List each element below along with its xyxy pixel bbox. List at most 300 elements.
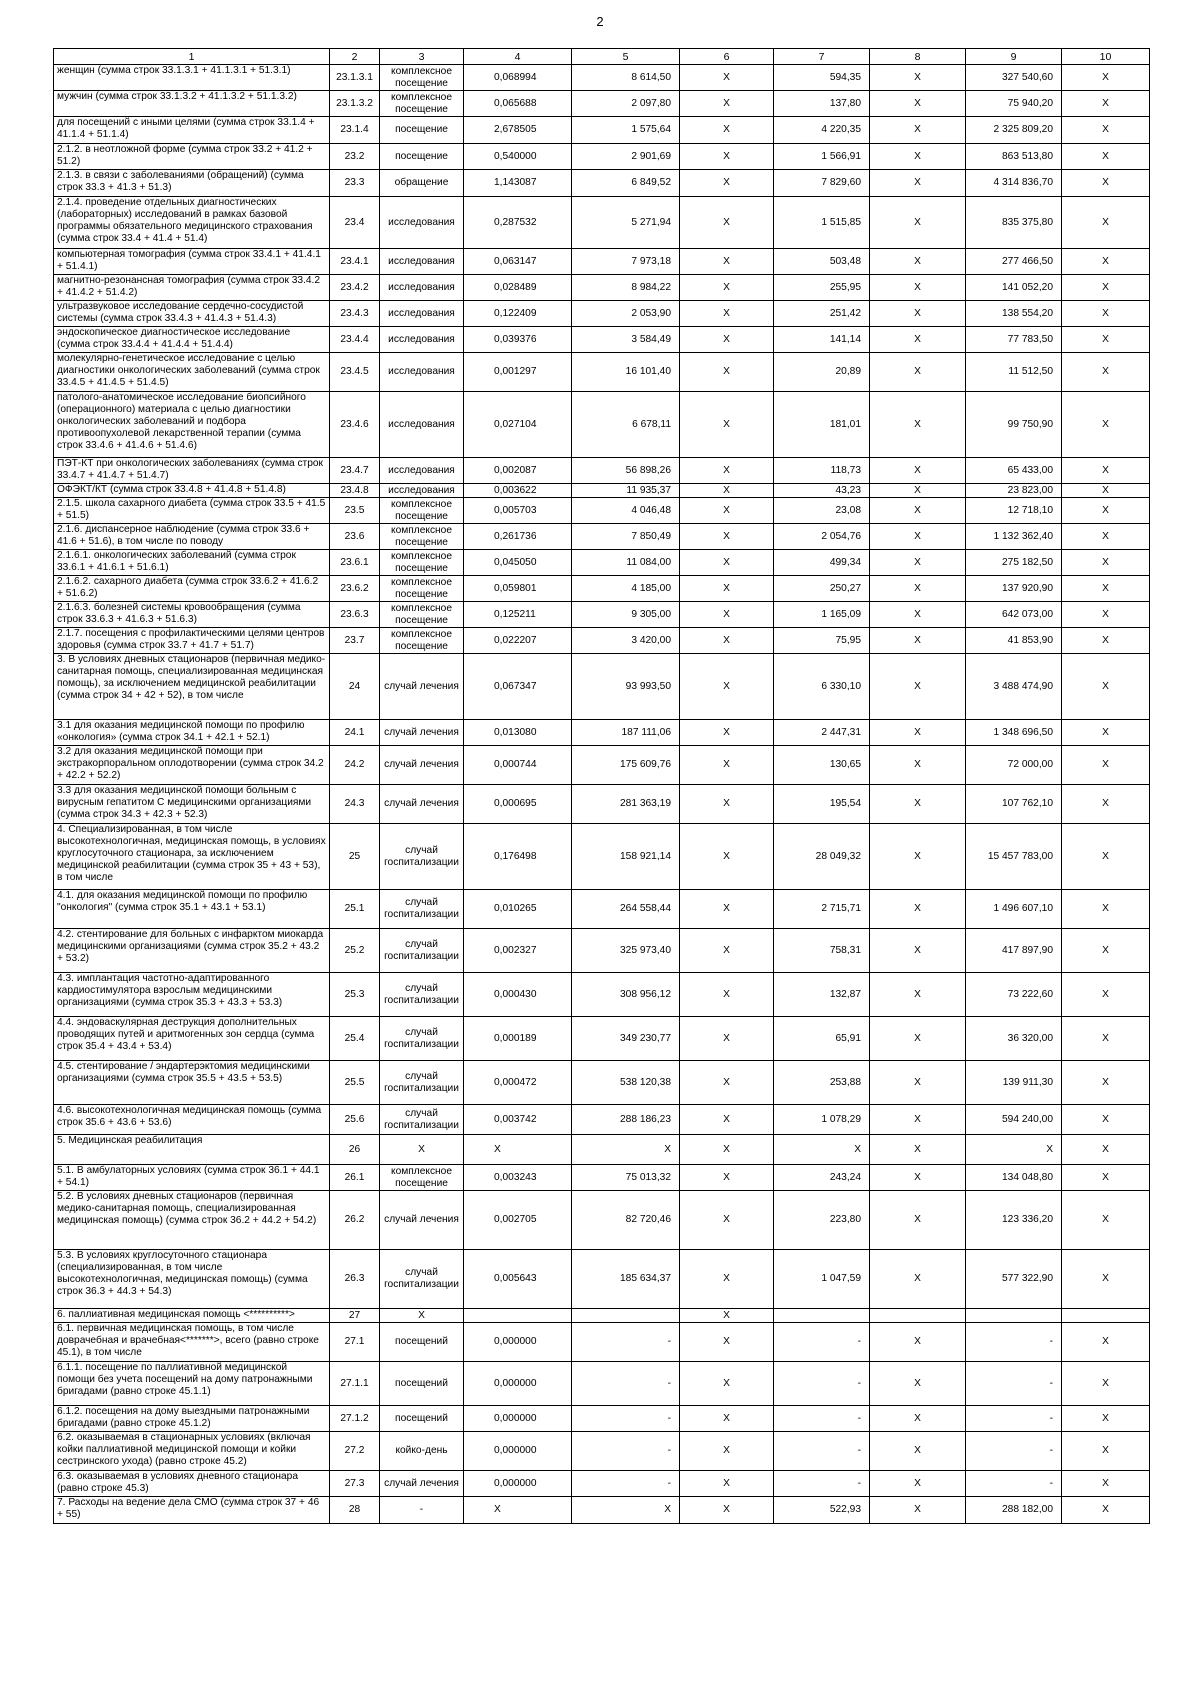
row-value-col5: - bbox=[572, 1406, 680, 1432]
row-unit: случай госпитализации bbox=[380, 890, 464, 929]
row-value-col6: X bbox=[680, 824, 774, 890]
table-row bbox=[54, 929, 1150, 973]
row-code: 24.3 bbox=[330, 785, 380, 824]
row-value-col10: X bbox=[1062, 392, 1150, 458]
row-value-col9: 107 762,10 bbox=[966, 785, 1062, 824]
row-code: 25.3 bbox=[330, 973, 380, 1017]
row-value-col4: 0,068994 bbox=[464, 65, 572, 91]
row-unit: комплексное посещение bbox=[380, 1165, 464, 1191]
row-value-col4: 0,000000 bbox=[464, 1471, 572, 1497]
row-unit: комплексное посещение bbox=[380, 576, 464, 602]
row-value-col5: 5 271,94 bbox=[572, 197, 680, 249]
row-value-col10: X bbox=[1062, 65, 1150, 91]
row-value-col10: X bbox=[1062, 197, 1150, 249]
table-row bbox=[54, 249, 1150, 275]
row-value-col4: 0,000000 bbox=[464, 1362, 572, 1406]
row-unit: исследования bbox=[380, 327, 464, 353]
row-unit: случай госпитализации bbox=[380, 1105, 464, 1135]
row-description: 2.1.7. посещения с профилактическими целями центров здоровья (сумма строк 33.7 + 41.7 + 51.7) bbox=[54, 628, 330, 654]
table-row bbox=[54, 1135, 1150, 1165]
row-value-col10: X bbox=[1062, 720, 1150, 746]
row-value-col6: X bbox=[680, 1165, 774, 1191]
row-value-col9: 3 488 474,90 bbox=[966, 654, 1062, 720]
row-value-col10: X bbox=[1062, 929, 1150, 973]
row-value-col6: X bbox=[680, 170, 774, 197]
row-value-col8: X bbox=[870, 91, 966, 117]
row-value-col5: 325 973,40 bbox=[572, 929, 680, 973]
row-value-col7: 1 047,59 bbox=[774, 1250, 870, 1309]
row-code: 27.3 bbox=[330, 1471, 380, 1497]
row-description: 2.1.6. диспансерное наблюдение (сумма строк 33.6 + 41.6 + 51.6), в том числе по поводу bbox=[54, 524, 330, 550]
row-value-col5: 349 230,77 bbox=[572, 1017, 680, 1061]
row-code: 24.2 bbox=[330, 746, 380, 785]
table-row bbox=[54, 524, 1150, 550]
row-code: 27.1 bbox=[330, 1323, 380, 1362]
row-value-col5: 75 013,32 bbox=[572, 1165, 680, 1191]
row-value-col5: 2 901,69 bbox=[572, 144, 680, 170]
row-value-col9: 75 940,20 bbox=[966, 91, 1062, 117]
row-value-col10: X bbox=[1062, 249, 1150, 275]
row-value-col7: 503,48 bbox=[774, 249, 870, 275]
row-unit: комплексное посещение bbox=[380, 65, 464, 91]
row-value-col7: 65,91 bbox=[774, 1017, 870, 1061]
row-value-col8: X bbox=[870, 1406, 966, 1432]
table-row bbox=[54, 144, 1150, 170]
row-value-col8: X bbox=[870, 117, 966, 144]
row-value-col5: 1 575,64 bbox=[572, 117, 680, 144]
row-value-col6: X bbox=[680, 117, 774, 144]
row-value-col6: X bbox=[680, 1406, 774, 1432]
row-value-col10: X bbox=[1062, 1061, 1150, 1105]
row-unit: посещение bbox=[380, 144, 464, 170]
row-value-col7: 594,35 bbox=[774, 65, 870, 91]
row-unit: - bbox=[380, 1497, 464, 1524]
row-description: 6.2. оказываемая в стационарных условиях (включая койки паллиативной медицинской помощи и койки сестринского ухода) (равно строке 45.2) bbox=[54, 1432, 330, 1471]
row-unit: посещение bbox=[380, 117, 464, 144]
row-value-col7: 118,73 bbox=[774, 458, 870, 484]
row-value-col5: 187 111,06 bbox=[572, 720, 680, 746]
row-description: 4.5. стентирование / эндартерэктомия медицинскими организациями (сумма строк 35.5 + 43.5 + 53.5) bbox=[54, 1061, 330, 1105]
row-code: 23.5 bbox=[330, 498, 380, 524]
row-value-col5: X bbox=[572, 1497, 680, 1524]
row-value-col9: - bbox=[966, 1323, 1062, 1362]
row-value-col7: - bbox=[774, 1406, 870, 1432]
row-unit: исследования bbox=[380, 275, 464, 301]
row-value-col4: 0,000189 bbox=[464, 1017, 572, 1061]
table-row bbox=[54, 458, 1150, 484]
row-value-col9: 15 457 783,00 bbox=[966, 824, 1062, 890]
row-value-col9: 141 052,20 bbox=[966, 275, 1062, 301]
row-value-col7: 195,54 bbox=[774, 785, 870, 824]
table-row bbox=[54, 550, 1150, 576]
row-unit: комплексное посещение bbox=[380, 550, 464, 576]
table-row bbox=[54, 91, 1150, 117]
table-row bbox=[54, 484, 1150, 498]
row-value-col10: X bbox=[1062, 524, 1150, 550]
row-description: 3.1 для оказания медицинской помощи по профилю «онкология» (сумма строк 34.1 + 42.1 + 52.1) bbox=[54, 720, 330, 746]
row-value-col10: X bbox=[1062, 1250, 1150, 1309]
row-value-col7: 2 715,71 bbox=[774, 890, 870, 929]
row-value-col9: 1 496 607,10 bbox=[966, 890, 1062, 929]
row-value-col6: X bbox=[680, 144, 774, 170]
row-value-col5: 8 984,22 bbox=[572, 275, 680, 301]
table-row bbox=[54, 170, 1150, 197]
row-value-col8: X bbox=[870, 1061, 966, 1105]
row-value-col8: X bbox=[870, 1362, 966, 1406]
row-description: молекулярно-генетическое исследование с целью диагностики онкологических заболеваний (сумма строк 33.4.5 + 41.4.5 + 51.4.5) bbox=[54, 353, 330, 392]
row-code: 26.2 bbox=[330, 1191, 380, 1250]
row-value-col10 bbox=[1062, 1309, 1150, 1323]
row-value-col5: - bbox=[572, 1362, 680, 1406]
row-value-col4: 0,010265 bbox=[464, 890, 572, 929]
row-value-col7: 1 566,91 bbox=[774, 144, 870, 170]
row-value-col7: 1 165,09 bbox=[774, 602, 870, 628]
row-code: 23.6.3 bbox=[330, 602, 380, 628]
row-value-col5: 56 898,26 bbox=[572, 458, 680, 484]
row-value-col7: 43,23 bbox=[774, 484, 870, 498]
row-description: компьютерная томография (сумма строк 33.4.1 + 41.4.1 + 51.4.1) bbox=[54, 249, 330, 275]
row-value-col5: - bbox=[572, 1323, 680, 1362]
row-value-col9: 327 540,60 bbox=[966, 65, 1062, 91]
row-value-col5: - bbox=[572, 1432, 680, 1471]
row-code: 23.4 bbox=[330, 197, 380, 249]
row-value-col5: 7 973,18 bbox=[572, 249, 680, 275]
row-code: 25.4 bbox=[330, 1017, 380, 1061]
row-value-col6: X bbox=[680, 301, 774, 327]
row-value-col7: 132,87 bbox=[774, 973, 870, 1017]
row-value-col5: 82 720,46 bbox=[572, 1191, 680, 1250]
row-description: 6.1.2. посещения на дому выездными патронажными бригадами (равно строке 45.1.2) bbox=[54, 1406, 330, 1432]
table-row bbox=[54, 1165, 1150, 1191]
row-value-col4: 0,022207 bbox=[464, 628, 572, 654]
row-value-col7: - bbox=[774, 1432, 870, 1471]
row-value-col10: X bbox=[1062, 550, 1150, 576]
table-row bbox=[54, 327, 1150, 353]
row-code: 23.4.2 bbox=[330, 275, 380, 301]
table-row bbox=[54, 746, 1150, 785]
row-unit: случай госпитализации bbox=[380, 929, 464, 973]
column-header: 4 bbox=[464, 49, 572, 65]
row-description: 4.3. имплантация частотно-адаптированного кардиостимулятора взрослым медицинскими организациями (сумма строк 35.3 + 43.3 + 53.3) bbox=[54, 973, 330, 1017]
row-description: 3. В условиях дневных стационаров (первичная медико-санитарная помощь, специализированная медицинская помощь), за исключением медицинской реабилитации (сумма строк 34 + 42 + 52), в том числе bbox=[54, 654, 330, 720]
row-code: 23.4.3 bbox=[330, 301, 380, 327]
row-value-col6: X bbox=[680, 973, 774, 1017]
row-value-col6: X bbox=[680, 91, 774, 117]
row-unit: случай лечения bbox=[380, 746, 464, 785]
row-description: 2.1.3. в связи с заболеваниями (обращений) (сумма строк 33.3 + 41.3 + 51.3) bbox=[54, 170, 330, 197]
row-value-col10: X bbox=[1062, 170, 1150, 197]
row-value-col4: 0,122409 bbox=[464, 301, 572, 327]
row-value-col4: 0,176498 bbox=[464, 824, 572, 890]
row-description: патолого-анатомическое исследование биопсийного (операционного) материала с целью диагностики онкологических заболеваний и подбора противоопухолевой лекарственной терапии (сумма строк 33.4.6 + 41.4.6 + 51.4.6) bbox=[54, 392, 330, 458]
row-value-col7: 23,08 bbox=[774, 498, 870, 524]
row-value-col8: X bbox=[870, 973, 966, 1017]
row-value-col6: X bbox=[680, 1432, 774, 1471]
row-value-col10: X bbox=[1062, 1017, 1150, 1061]
row-unit: обращение bbox=[380, 170, 464, 197]
row-value-col8: X bbox=[870, 746, 966, 785]
row-value-col8: X bbox=[870, 65, 966, 91]
row-description: ПЭТ-КТ при онкологических заболеваниях (сумма строк 33.4.7 + 41.4.7 + 51.4.7) bbox=[54, 458, 330, 484]
table-row bbox=[54, 1471, 1150, 1497]
row-value-col9: 4 314 836,70 bbox=[966, 170, 1062, 197]
row-value-col4: 0,540000 bbox=[464, 144, 572, 170]
row-value-col6: X bbox=[680, 654, 774, 720]
row-code: 27.1.1 bbox=[330, 1362, 380, 1406]
column-header: 2 bbox=[330, 49, 380, 65]
row-value-col8: X bbox=[870, 1017, 966, 1061]
row-value-col10: X bbox=[1062, 628, 1150, 654]
row-value-col9: 73 222,60 bbox=[966, 973, 1062, 1017]
row-value-col6: X bbox=[680, 1017, 774, 1061]
row-value-col5: 288 186,23 bbox=[572, 1105, 680, 1135]
row-value-col4: 0,028489 bbox=[464, 275, 572, 301]
row-value-col5: X bbox=[572, 1135, 680, 1165]
row-value-col6: X bbox=[680, 327, 774, 353]
row-description: мужчин (сумма строк 33.1.3.2 + 41.1.3.2 + 51.1.3.2) bbox=[54, 91, 330, 117]
row-value-col9: 863 513,80 bbox=[966, 144, 1062, 170]
row-value-col8: X bbox=[870, 654, 966, 720]
column-header: 3 bbox=[380, 49, 464, 65]
row-value-col6: X bbox=[680, 1105, 774, 1135]
row-value-col6: X bbox=[680, 1497, 774, 1524]
row-value-col9 bbox=[966, 1309, 1062, 1323]
table-row bbox=[54, 1105, 1150, 1135]
row-value-col8: X bbox=[870, 1323, 966, 1362]
row-value-col8: X bbox=[870, 785, 966, 824]
row-description: 4. Специализированная, в том числе высокотехнологичная, медицинская помощь, в условиях круглосуточного стационара, за исключением медицинской реабилитации (сумма строк 35 + 43 + 53), в том числе bbox=[54, 824, 330, 890]
row-value-col9: 134 048,80 bbox=[966, 1165, 1062, 1191]
row-value-col10: X bbox=[1062, 498, 1150, 524]
row-description: 6.3. оказываемая в условиях дневного стационара (равно строке 45.3) bbox=[54, 1471, 330, 1497]
row-value-col6: X bbox=[680, 1309, 774, 1323]
row-code: 25.1 bbox=[330, 890, 380, 929]
row-value-col6: X bbox=[680, 65, 774, 91]
row-code: 27.1.2 bbox=[330, 1406, 380, 1432]
row-value-col6: X bbox=[680, 275, 774, 301]
row-value-col6: X bbox=[680, 353, 774, 392]
row-unit: исследования bbox=[380, 301, 464, 327]
row-value-col5: 281 363,19 bbox=[572, 785, 680, 824]
row-description: 4.1. для оказания медицинской помощи по профилю "онкология" (сумма строк 35.1 + 43.1 + 53.1) bbox=[54, 890, 330, 929]
row-value-col8: X bbox=[870, 524, 966, 550]
table-row bbox=[54, 1191, 1150, 1250]
row-code: 26 bbox=[330, 1135, 380, 1165]
row-value-col10: X bbox=[1062, 327, 1150, 353]
row-value-col6: X bbox=[680, 197, 774, 249]
table-row bbox=[54, 1309, 1150, 1323]
row-value-col9: 77 783,50 bbox=[966, 327, 1062, 353]
row-value-col7: 181,01 bbox=[774, 392, 870, 458]
row-value-col10: X bbox=[1062, 1497, 1150, 1524]
row-value-col4: 0,002327 bbox=[464, 929, 572, 973]
row-value-col6: X bbox=[680, 1191, 774, 1250]
row-value-col9: 2 325 809,20 bbox=[966, 117, 1062, 144]
row-unit: исследования bbox=[380, 197, 464, 249]
row-value-col7: 4 220,35 bbox=[774, 117, 870, 144]
row-value-col8: X bbox=[870, 498, 966, 524]
table-row bbox=[54, 824, 1150, 890]
column-header: 1 bbox=[54, 49, 330, 65]
row-code: 27.2 bbox=[330, 1432, 380, 1471]
row-value-col6: X bbox=[680, 498, 774, 524]
row-unit: койко-день bbox=[380, 1432, 464, 1471]
row-value-col10: X bbox=[1062, 1362, 1150, 1406]
row-value-col8: X bbox=[870, 353, 966, 392]
row-value-col6: X bbox=[680, 628, 774, 654]
row-unit: случай госпитализации bbox=[380, 1017, 464, 1061]
row-value-col6: X bbox=[680, 524, 774, 550]
row-value-col6: X bbox=[680, 746, 774, 785]
row-value-col5: 158 921,14 bbox=[572, 824, 680, 890]
row-value-col10: X bbox=[1062, 576, 1150, 602]
row-description: 4.2. стентирование для больных с инфарктом миокарда медицинскими организациями (сумма строк 35.2 + 43.2 + 53.2) bbox=[54, 929, 330, 973]
row-unit: комплексное посещение bbox=[380, 91, 464, 117]
row-description: 6.1.1. посещение по паллиативной медицинской помощи без учета посещений на дому патронажными бригадами (равно строке 45.1.1) bbox=[54, 1362, 330, 1406]
row-unit: случай госпитализации bbox=[380, 1061, 464, 1105]
row-value-col8: X bbox=[870, 458, 966, 484]
row-unit: исследования bbox=[380, 392, 464, 458]
row-unit: посещений bbox=[380, 1406, 464, 1432]
column-header: 5 bbox=[572, 49, 680, 65]
table-row bbox=[54, 1432, 1150, 1471]
row-code: 23.6.2 bbox=[330, 576, 380, 602]
row-value-col8: X bbox=[870, 1191, 966, 1250]
table-header-row bbox=[54, 49, 1150, 65]
row-value-col5: 264 558,44 bbox=[572, 890, 680, 929]
row-unit: исследования bbox=[380, 249, 464, 275]
row-unit: комплексное посещение bbox=[380, 498, 464, 524]
row-value-col5: - bbox=[572, 1471, 680, 1497]
row-description: ОФЭКТ/КТ (сумма строк 33.4.8 + 41.4.8 + 51.4.8) bbox=[54, 484, 330, 498]
row-value-col10: X bbox=[1062, 1432, 1150, 1471]
row-code: 25.6 bbox=[330, 1105, 380, 1135]
table-row bbox=[54, 973, 1150, 1017]
table-row bbox=[54, 1497, 1150, 1524]
row-description: 5.3. В условиях круглосуточного стационара (специализированная, в том числе высокотехнологичная, медицинская помощь) (сумма строк 36.3 + 44.3 + 54.3) bbox=[54, 1250, 330, 1309]
row-value-col7: 223,80 bbox=[774, 1191, 870, 1250]
row-description: 2.1.6.1. онкологических заболеваний (сумма строк 33.6.1 + 41.6.1 + 51.6.1) bbox=[54, 550, 330, 576]
row-value-col7: 253,88 bbox=[774, 1061, 870, 1105]
row-value-col4: 0,125211 bbox=[464, 602, 572, 628]
row-value-col4: 0,002087 bbox=[464, 458, 572, 484]
row-value-col4: 0,045050 bbox=[464, 550, 572, 576]
row-value-col7 bbox=[774, 1309, 870, 1323]
row-code: 23.2 bbox=[330, 144, 380, 170]
table-row bbox=[54, 1323, 1150, 1362]
table-row bbox=[54, 275, 1150, 301]
row-unit: X bbox=[380, 1135, 464, 1165]
row-unit: случай лечения bbox=[380, 785, 464, 824]
row-code: 25.5 bbox=[330, 1061, 380, 1105]
table-row bbox=[54, 117, 1150, 144]
row-description: 4.4. эндоваскулярная деструкция дополнительных проводящих путей и аритмогенных зон сердца (сумма строк 35.4 + 43.4 + 53.4) bbox=[54, 1017, 330, 1061]
row-value-col7: 137,80 bbox=[774, 91, 870, 117]
row-value-col10: X bbox=[1062, 91, 1150, 117]
row-value-col6: X bbox=[680, 602, 774, 628]
row-value-col4: 0,065688 bbox=[464, 91, 572, 117]
row-value-col4: 0,067347 bbox=[464, 654, 572, 720]
row-description: 5. Медицинская реабилитация bbox=[54, 1135, 330, 1165]
row-value-col8: X bbox=[870, 249, 966, 275]
row-description: 2.1.4. проведение отдельных диагностических (лабораторных) исследований в рамках базовой программы обязательного медицинского страхования (сумма строк 33.4 + 41.4 + 51.4) bbox=[54, 197, 330, 249]
row-code: 23.4.7 bbox=[330, 458, 380, 484]
row-value-col5: 2 053,90 bbox=[572, 301, 680, 327]
row-value-col7: 2 054,76 bbox=[774, 524, 870, 550]
row-value-col7: 141,14 bbox=[774, 327, 870, 353]
row-code: 24 bbox=[330, 654, 380, 720]
row-unit: комплексное посещение bbox=[380, 628, 464, 654]
row-description: 2.1.2. в неотложной форме (сумма строк 33.2 + 41.2 + 51.2) bbox=[54, 144, 330, 170]
row-value-col8: X bbox=[870, 1250, 966, 1309]
row-unit: случай лечения bbox=[380, 654, 464, 720]
row-value-col7: 522,93 bbox=[774, 1497, 870, 1524]
row-description: 3.3 для оказания медицинской помощи больным с вирусным гепатитом С медицинскими организациями (сумма строк 34.3 + 42.3 + 52.3) bbox=[54, 785, 330, 824]
row-code: 23.4.1 bbox=[330, 249, 380, 275]
row-value-col7: 75,95 bbox=[774, 628, 870, 654]
row-value-col9: 275 182,50 bbox=[966, 550, 1062, 576]
row-value-col7: 1 515,85 bbox=[774, 197, 870, 249]
row-value-col6: X bbox=[680, 1135, 774, 1165]
row-value-col10: X bbox=[1062, 458, 1150, 484]
row-code: 23.7 bbox=[330, 628, 380, 654]
row-value-col9: 138 554,20 bbox=[966, 301, 1062, 327]
row-value-col9: 139 911,30 bbox=[966, 1061, 1062, 1105]
table-row bbox=[54, 654, 1150, 720]
row-description: магнитно-резонансная томография (сумма строк 33.4.2 + 41.4.2 + 51.4.2) bbox=[54, 275, 330, 301]
row-value-col10: X bbox=[1062, 144, 1150, 170]
row-description: ультразвуковое исследование сердечно-сосудистой системы (сумма строк 33.4.3 + 41.4.3 + 51.4.3) bbox=[54, 301, 330, 327]
column-header: 10 bbox=[1062, 49, 1150, 65]
table-row bbox=[54, 301, 1150, 327]
table-row bbox=[54, 1061, 1150, 1105]
row-value-col5: 538 120,38 bbox=[572, 1061, 680, 1105]
row-value-col4: 0,003742 bbox=[464, 1105, 572, 1135]
row-value-col8: X bbox=[870, 1471, 966, 1497]
row-value-col4: 0,000695 bbox=[464, 785, 572, 824]
row-value-col9: 123 336,20 bbox=[966, 1191, 1062, 1250]
row-value-col5: 6 678,11 bbox=[572, 392, 680, 458]
row-value-col8: X bbox=[870, 144, 966, 170]
table-row bbox=[54, 1362, 1150, 1406]
column-header: 9 bbox=[966, 49, 1062, 65]
column-header: 6 bbox=[680, 49, 774, 65]
row-unit: случай госпитализации bbox=[380, 824, 464, 890]
row-value-col6: X bbox=[680, 890, 774, 929]
row-value-col9: 65 433,00 bbox=[966, 458, 1062, 484]
row-value-col9: 11 512,50 bbox=[966, 353, 1062, 392]
row-unit: комплексное посещение bbox=[380, 602, 464, 628]
row-value-col9: 23 823,00 bbox=[966, 484, 1062, 498]
row-value-col6: X bbox=[680, 929, 774, 973]
row-unit: случай госпитализации bbox=[380, 973, 464, 1017]
row-value-col7: 130,65 bbox=[774, 746, 870, 785]
row-value-col6: X bbox=[680, 1362, 774, 1406]
row-value-col9: 577 322,90 bbox=[966, 1250, 1062, 1309]
row-value-col9: - bbox=[966, 1362, 1062, 1406]
row-value-col5: 7 850,49 bbox=[572, 524, 680, 550]
row-description: 3.2 для оказания медицинской помощи при экстракорпоральном оплодотворении (сумма строк 34.2 + 42.2 + 52.2) bbox=[54, 746, 330, 785]
row-value-col7: 758,31 bbox=[774, 929, 870, 973]
row-value-col9: 288 182,00 bbox=[966, 1497, 1062, 1524]
row-value-col6: X bbox=[680, 1250, 774, 1309]
row-value-col7: 20,89 bbox=[774, 353, 870, 392]
row-code: 25.2 bbox=[330, 929, 380, 973]
row-description: 6.1. первичная медицинская помощь, в том числе доврачебная и врачебная<*******>, всего (равно строке 45.1), в том числе bbox=[54, 1323, 330, 1362]
row-value-col9: - bbox=[966, 1471, 1062, 1497]
row-value-col8: X bbox=[870, 1432, 966, 1471]
row-value-col9: 277 466,50 bbox=[966, 249, 1062, 275]
